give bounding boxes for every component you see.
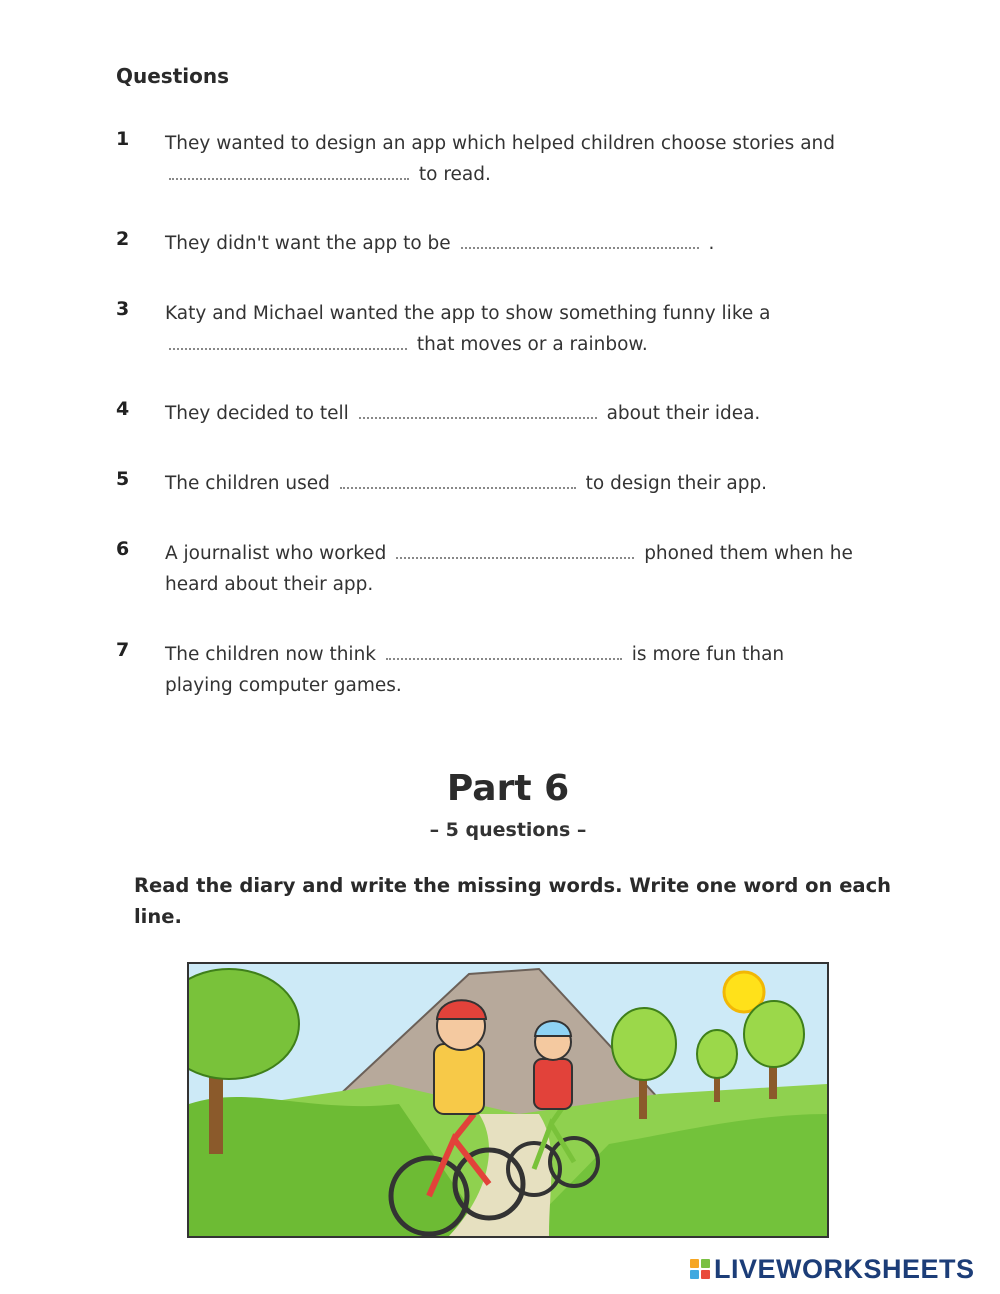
- logo-tile: [701, 1270, 710, 1279]
- question-text-after: phoned them when he heard about their app.: [165, 543, 853, 595]
- question-7: [116, 639, 856, 701]
- question-text-after: that moves or a rainbow.: [416, 334, 648, 355]
- question-number: 1: [116, 128, 130, 150]
- cycling-scene-image: [189, 964, 827, 1236]
- question-6: [116, 538, 856, 600]
- answer-blank-4[interactable]: [359, 399, 597, 419]
- question-number: 4: [116, 398, 130, 420]
- logo-mark-icon: [690, 1259, 710, 1279]
- answer-blank-7[interactable]: [386, 640, 622, 660]
- question-number: 6: [116, 538, 130, 560]
- questions-heading: Questions: [116, 64, 230, 88]
- question-text-before: Katy and Michael wanted the app to show something funny like a: [165, 303, 771, 324]
- answer-blank-3[interactable]: [169, 330, 407, 350]
- question-text-before: The children used: [165, 473, 330, 494]
- answer-blank-1[interactable]: [169, 160, 409, 180]
- cycling-illustration: [187, 962, 829, 1238]
- question-text-after: to read.: [418, 164, 491, 185]
- logo-tile: [690, 1270, 699, 1279]
- question-text-after: .: [708, 233, 715, 254]
- part-instruction: Read the diary and write the missing words. Write one word on each line.: [134, 874, 892, 928]
- part-subtitle: – 5 questions –: [429, 819, 587, 841]
- question-5: [116, 468, 856, 499]
- question-text-before: They didn't want the app to be: [165, 233, 451, 254]
- question-1: [116, 128, 856, 190]
- question-text-after: about their idea.: [606, 403, 761, 424]
- question-number: 2: [116, 228, 130, 250]
- question-number: 3: [116, 298, 130, 320]
- question-text-before: A journalist who worked: [165, 543, 387, 564]
- question-4: [116, 398, 856, 429]
- answer-blank-6[interactable]: [396, 539, 634, 559]
- answer-blank-2[interactable]: [461, 229, 699, 249]
- question-text-after: is more fun than playing computer games.: [165, 644, 785, 696]
- question-text-before: They wanted to design an app which helped children choose stories and: [165, 133, 836, 154]
- logo-text: LIVEWORKSHEETS: [714, 1253, 975, 1284]
- question-2: [116, 228, 856, 259]
- logo-tile: [690, 1259, 699, 1268]
- liveworksheets-logo[interactable]: [690, 1252, 975, 1286]
- question-number: 7: [116, 639, 130, 661]
- part-title: Part 6: [446, 768, 570, 809]
- question-text-before: They decided to tell: [165, 403, 349, 424]
- question-text-after: to design their app.: [585, 473, 768, 494]
- question-text-before: The children now think: [165, 644, 377, 665]
- question-3: [116, 298, 856, 360]
- question-number: 5: [116, 468, 130, 490]
- answer-blank-5[interactable]: [340, 469, 576, 489]
- logo-tile: [701, 1259, 710, 1268]
